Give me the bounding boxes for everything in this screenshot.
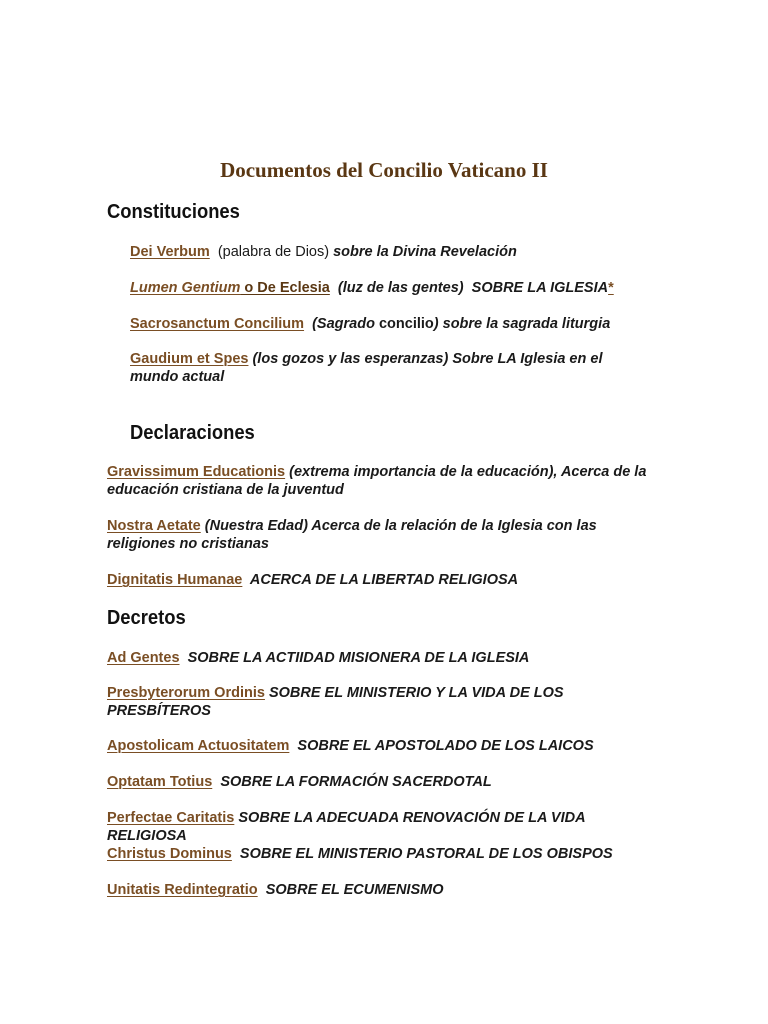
item-desc: ACERCA DE LA LIBERTAD RELIGIOSA [242, 572, 519, 588]
list-item [107, 881, 667, 899]
item-desc: (Sagrado [304, 316, 379, 332]
link-ad-gentes[interactable]: Ad Gentes [107, 650, 180, 666]
list-item [130, 315, 670, 333]
item-desc: SOBRE EL ECUMENISMO [257, 882, 444, 898]
link-sacrosanctum-concilium[interactable]: Sacrosanctum Concilium [130, 316, 305, 332]
item-desc: (luz de las gentes) SOBRE LA IGLESIA [329, 280, 609, 296]
list-item [107, 649, 667, 667]
link-dignitatis-humanae[interactable]: Dignitatis Humanae [107, 572, 243, 588]
item-desc: (Nuestra Edad) Acerca de la relación de la Iglesia con las religiones no cristianas [107, 518, 597, 552]
item-desc: SOBRE LA ADECUADA RENOVACIÓN DE LA VIDA RELIGIOSA [107, 810, 586, 844]
page-title: Documentos del Concilio Vaticano II [220, 158, 548, 182]
link-de-eclesia[interactable]: o De Eclesia [240, 280, 330, 296]
item-desc-italic: ) sobre la sagrada liturgia [433, 316, 611, 332]
item-desc: SOBRE LA ACTIIDAD MISIONERA DE LA IGLESIA [179, 650, 530, 666]
link-dei-verbum[interactable]: Dei Verbum [130, 244, 210, 260]
item-desc: SOBRE EL MINISTERIO PASTORAL DE LOS OBISPOS [231, 846, 613, 862]
link-nostra-aetate[interactable]: Nostra Aetate [107, 518, 201, 534]
link-presbyterorum-ordinis[interactable]: Presbyterorum Ordinis [107, 685, 265, 701]
list-item [107, 737, 667, 755]
item-desc: SOBRE LA FORMACIÓN SACERDOTAL [212, 774, 492, 790]
section-heading-constituciones: Constituciones [107, 201, 240, 223]
list-item [107, 684, 607, 720]
list-item [107, 517, 632, 553]
link-unitatis-redintegratio[interactable]: Unitatis Redintegratio [107, 882, 258, 898]
spacer [210, 244, 218, 260]
item-desc-italic: sobre la Divina Revelación [333, 244, 517, 260]
list-item [130, 279, 670, 297]
list-item [107, 845, 667, 863]
link-christus-dominus[interactable]: Christus Dominus [107, 846, 232, 862]
list-item [107, 809, 632, 845]
link-gravissimum-educationis[interactable]: Gravissimum Educationis [107, 464, 286, 480]
list-item [130, 350, 635, 386]
item-desc: (extrema importancia de la educación), Acerca de la educación cristiana de la juventud [107, 464, 647, 498]
section-heading-declaraciones: Declaraciones [130, 422, 255, 444]
list-item [107, 463, 647, 499]
link-lumen-gentium[interactable]: Lumen Gentium [130, 280, 241, 296]
link-gaudium-et-spes[interactable]: Gaudium et Spes [130, 351, 249, 367]
item-desc: SOBRE EL MINISTERIO Y LA VIDA DE LOS PRESBÍTEROS [107, 685, 564, 719]
item-desc: SOBRE EL APOSTOLADO DE LOS LAICOS [289, 738, 594, 754]
section-heading-decretos: Decretos [107, 607, 186, 629]
link-apostolicam-actuositatem[interactable]: Apostolicam Actuositatem [107, 738, 290, 754]
item-desc: (palabra de Dios) [217, 244, 334, 260]
item-desc: (los gozos y las esperanzas) Sobre LA Iglesia en el mundo actual [130, 351, 603, 385]
item-desc-plain: concilio [378, 316, 434, 332]
list-item [107, 773, 667, 791]
list-item [107, 571, 667, 589]
link-asterisk[interactable]: * [608, 280, 614, 296]
link-perfectae-caritatis[interactable]: Perfectae Caritatis [107, 810, 235, 826]
list-item [130, 243, 650, 261]
link-optatam-totius[interactable]: Optatam Totius [107, 774, 213, 790]
